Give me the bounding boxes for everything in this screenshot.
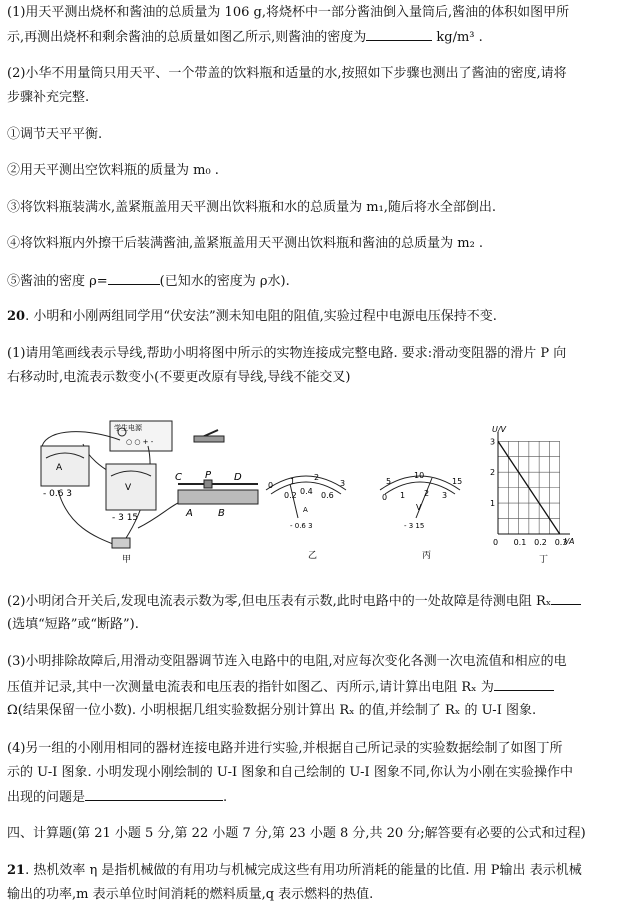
q19-line2b: 步骤补充完整.: [7, 90, 90, 105]
voltmeter-letter: V: [125, 483, 132, 493]
q20-p3c: Ω(结果保留一位小数). 小明根据几组实验数据分别计算出 Rₓ 的值,并绘制了 Rₓ 的 U-I 图象.: [7, 703, 537, 718]
q21-line2: 输出的功率,m 表示单位时间消耗的燃料质量,q 表示燃料的热值.: [7, 887, 374, 902]
ammeter-tick-1: 1: [290, 477, 296, 486]
problem-answer-blank[interactable]: [85, 786, 223, 801]
label-yi: 乙: [308, 551, 318, 561]
x-tick-label: 0.1: [513, 538, 527, 547]
q21-line1: 21. 热机效率 η 是指机械做的有用功与机械完成这些有用功所消耗的能量的比值. 用 P输出 表示机械: [7, 863, 582, 878]
q19-line1b: 示,再测出烧杯和剩余酱油的总质量如图乙所示,则酱油的密度为 kg/m³ .: [7, 26, 615, 49]
q20-title: 20. 小明和小刚两组同学用“伏安法”测未知电阻的阻值,实验过程中电源电压保持不变.: [7, 309, 497, 324]
q19-line1a: (1)用天平测出烧杯和酱油的总质量为 106 g,将烧杯中一部分酱油倒入量筒后,酱油的体积如图甲所: [7, 5, 570, 20]
q20-p4c: 出现的问题是 .: [7, 786, 615, 809]
power-supply-label: 学生电源: [114, 424, 142, 432]
fault-answer-blank[interactable]: [551, 590, 581, 605]
q20-p1a: (1)请用笔画线表示导线,帮助小明将图中所示的实物连接成完整电路. 要求:滑动变阻器的滑片 P 向: [7, 346, 567, 361]
ammeter-small-terms: - 0.6 3: [290, 522, 313, 530]
q20-p1b: 右移动时,电流表示数变小(不要更改原有导线,导线不能交叉): [7, 370, 351, 385]
q20-p4b: 示的 U-I 图象. 小明发现小刚绘制的 U-I 图象和自己绘制的 U-I 图象不同,你认为小刚在实验操作中: [7, 765, 573, 780]
rheostat-label-a: A: [186, 508, 193, 519]
ammeter-tick-02: 0.2: [284, 491, 297, 500]
y-tick-label: 2: [490, 468, 496, 478]
voltmeter-tick-10: 10: [414, 471, 425, 480]
graph-ylabel: U/V: [492, 425, 507, 434]
voltmeter-terminals: - 3 15: [112, 513, 139, 523]
q20-p2b: (选填“短路”或“断路”).: [7, 617, 139, 632]
voltmeter-unit: V: [416, 503, 422, 512]
voltmeter-small-terms: - 3 15: [404, 522, 425, 530]
label-bing: 丙: [422, 551, 432, 561]
y-tick-label: 1: [490, 499, 496, 509]
ammeter-unit: A: [303, 506, 308, 514]
ammeter-tick-04: 0.4: [300, 487, 313, 496]
q20-p3b: 压值并记录,其中一次测量电流表和电压表的指针如图乙、丙所示,请计算出电阻 Rₓ 为: [7, 676, 615, 699]
ammeter-letter: A: [56, 463, 63, 473]
q20-p2a: (2)小明闭合开关后,发现电流表示数为零,但电压表有示数,此时电路中的一处故障是待测电阻 Rₓ: [7, 590, 615, 613]
q19-step4: ④将饮料瓶内外擦干后装满酱油,盖紧瓶盖用天平测出饮料瓶和酱油的总质量为 m₂ .: [7, 236, 484, 251]
voltmeter-tick-5: 5: [386, 477, 392, 486]
rheostat-label-b: B: [218, 508, 225, 519]
q19-line2a: (2)小华不用量筒只用天平、一个带盖的饮料瓶和适量的水,按照如下步骤也测出了酱油的密度,请将: [7, 66, 567, 81]
power-terminals: ○ ○ + -: [126, 438, 154, 446]
ammeter-terminals: - 0.6 3: [43, 489, 73, 499]
label-jia: 甲: [122, 555, 132, 565]
density-formula-blank[interactable]: [108, 270, 160, 285]
experiment-figure: [28, 418, 600, 568]
resistance-answer-blank[interactable]: [494, 676, 554, 691]
voltmeter-tick-15: 15: [452, 477, 463, 486]
x-tick-label: 0.3: [554, 538, 568, 547]
ui-graph: [490, 432, 570, 547]
q19-step5: ⑤酱油的密度 ρ= (已知水的密度为 ρ水).: [7, 270, 615, 293]
label-ding: 丁: [539, 555, 549, 565]
q20-p3a: (3)小明排除故障后,用滑动变阻器调节连入电路中的电阻,对应每次变化各测一次电流值和相应的电: [7, 654, 567, 669]
ammeter-tick-2: 2: [314, 473, 320, 482]
y-tick-label: 3: [490, 437, 496, 447]
q19-step3: ③将饮料瓶装满水,盖紧瓶盖用天平测出饮料瓶和水的总质量为 m₁,随后将水全部倒出.: [7, 200, 497, 215]
graph-xlabel: I/A: [564, 537, 575, 546]
rheostat-label-d: D: [234, 472, 242, 483]
ammeter-tick-3: 3: [340, 479, 346, 488]
q20-p4a: (4)另一组的小刚用相同的器材连接电路并进行实验,并根据自己所记录的实验数据绘制了如图丁所: [7, 741, 563, 756]
ammeter-tick-0: 0: [268, 481, 274, 490]
voltmeter-tick-2: 2: [424, 489, 430, 498]
voltmeter-tick-1: 1: [400, 491, 406, 500]
x-tick-label: 0.2: [534, 538, 547, 547]
section4-heading: 四、计算题(第 21 小题 5 分,第 22 小题 7 分,第 23 小题 8 分,共 20 分;解答要有必要的公式和过程): [7, 826, 586, 841]
voltmeter-tick-0: 0: [382, 493, 388, 502]
q19-step2: ②用天平测出空饮料瓶的质量为 m₀ .: [7, 163, 219, 178]
rheostat-label-c: C: [175, 472, 182, 483]
rheostat-label-p: P: [205, 470, 212, 481]
x-tick-label: 0: [493, 538, 499, 547]
density-answer-blank[interactable]: [366, 26, 432, 41]
ammeter-tick-06: 0.6: [321, 491, 334, 500]
q19-step1: ①调节天平平衡.: [7, 127, 103, 142]
voltmeter-tick-3: 3: [442, 491, 448, 500]
